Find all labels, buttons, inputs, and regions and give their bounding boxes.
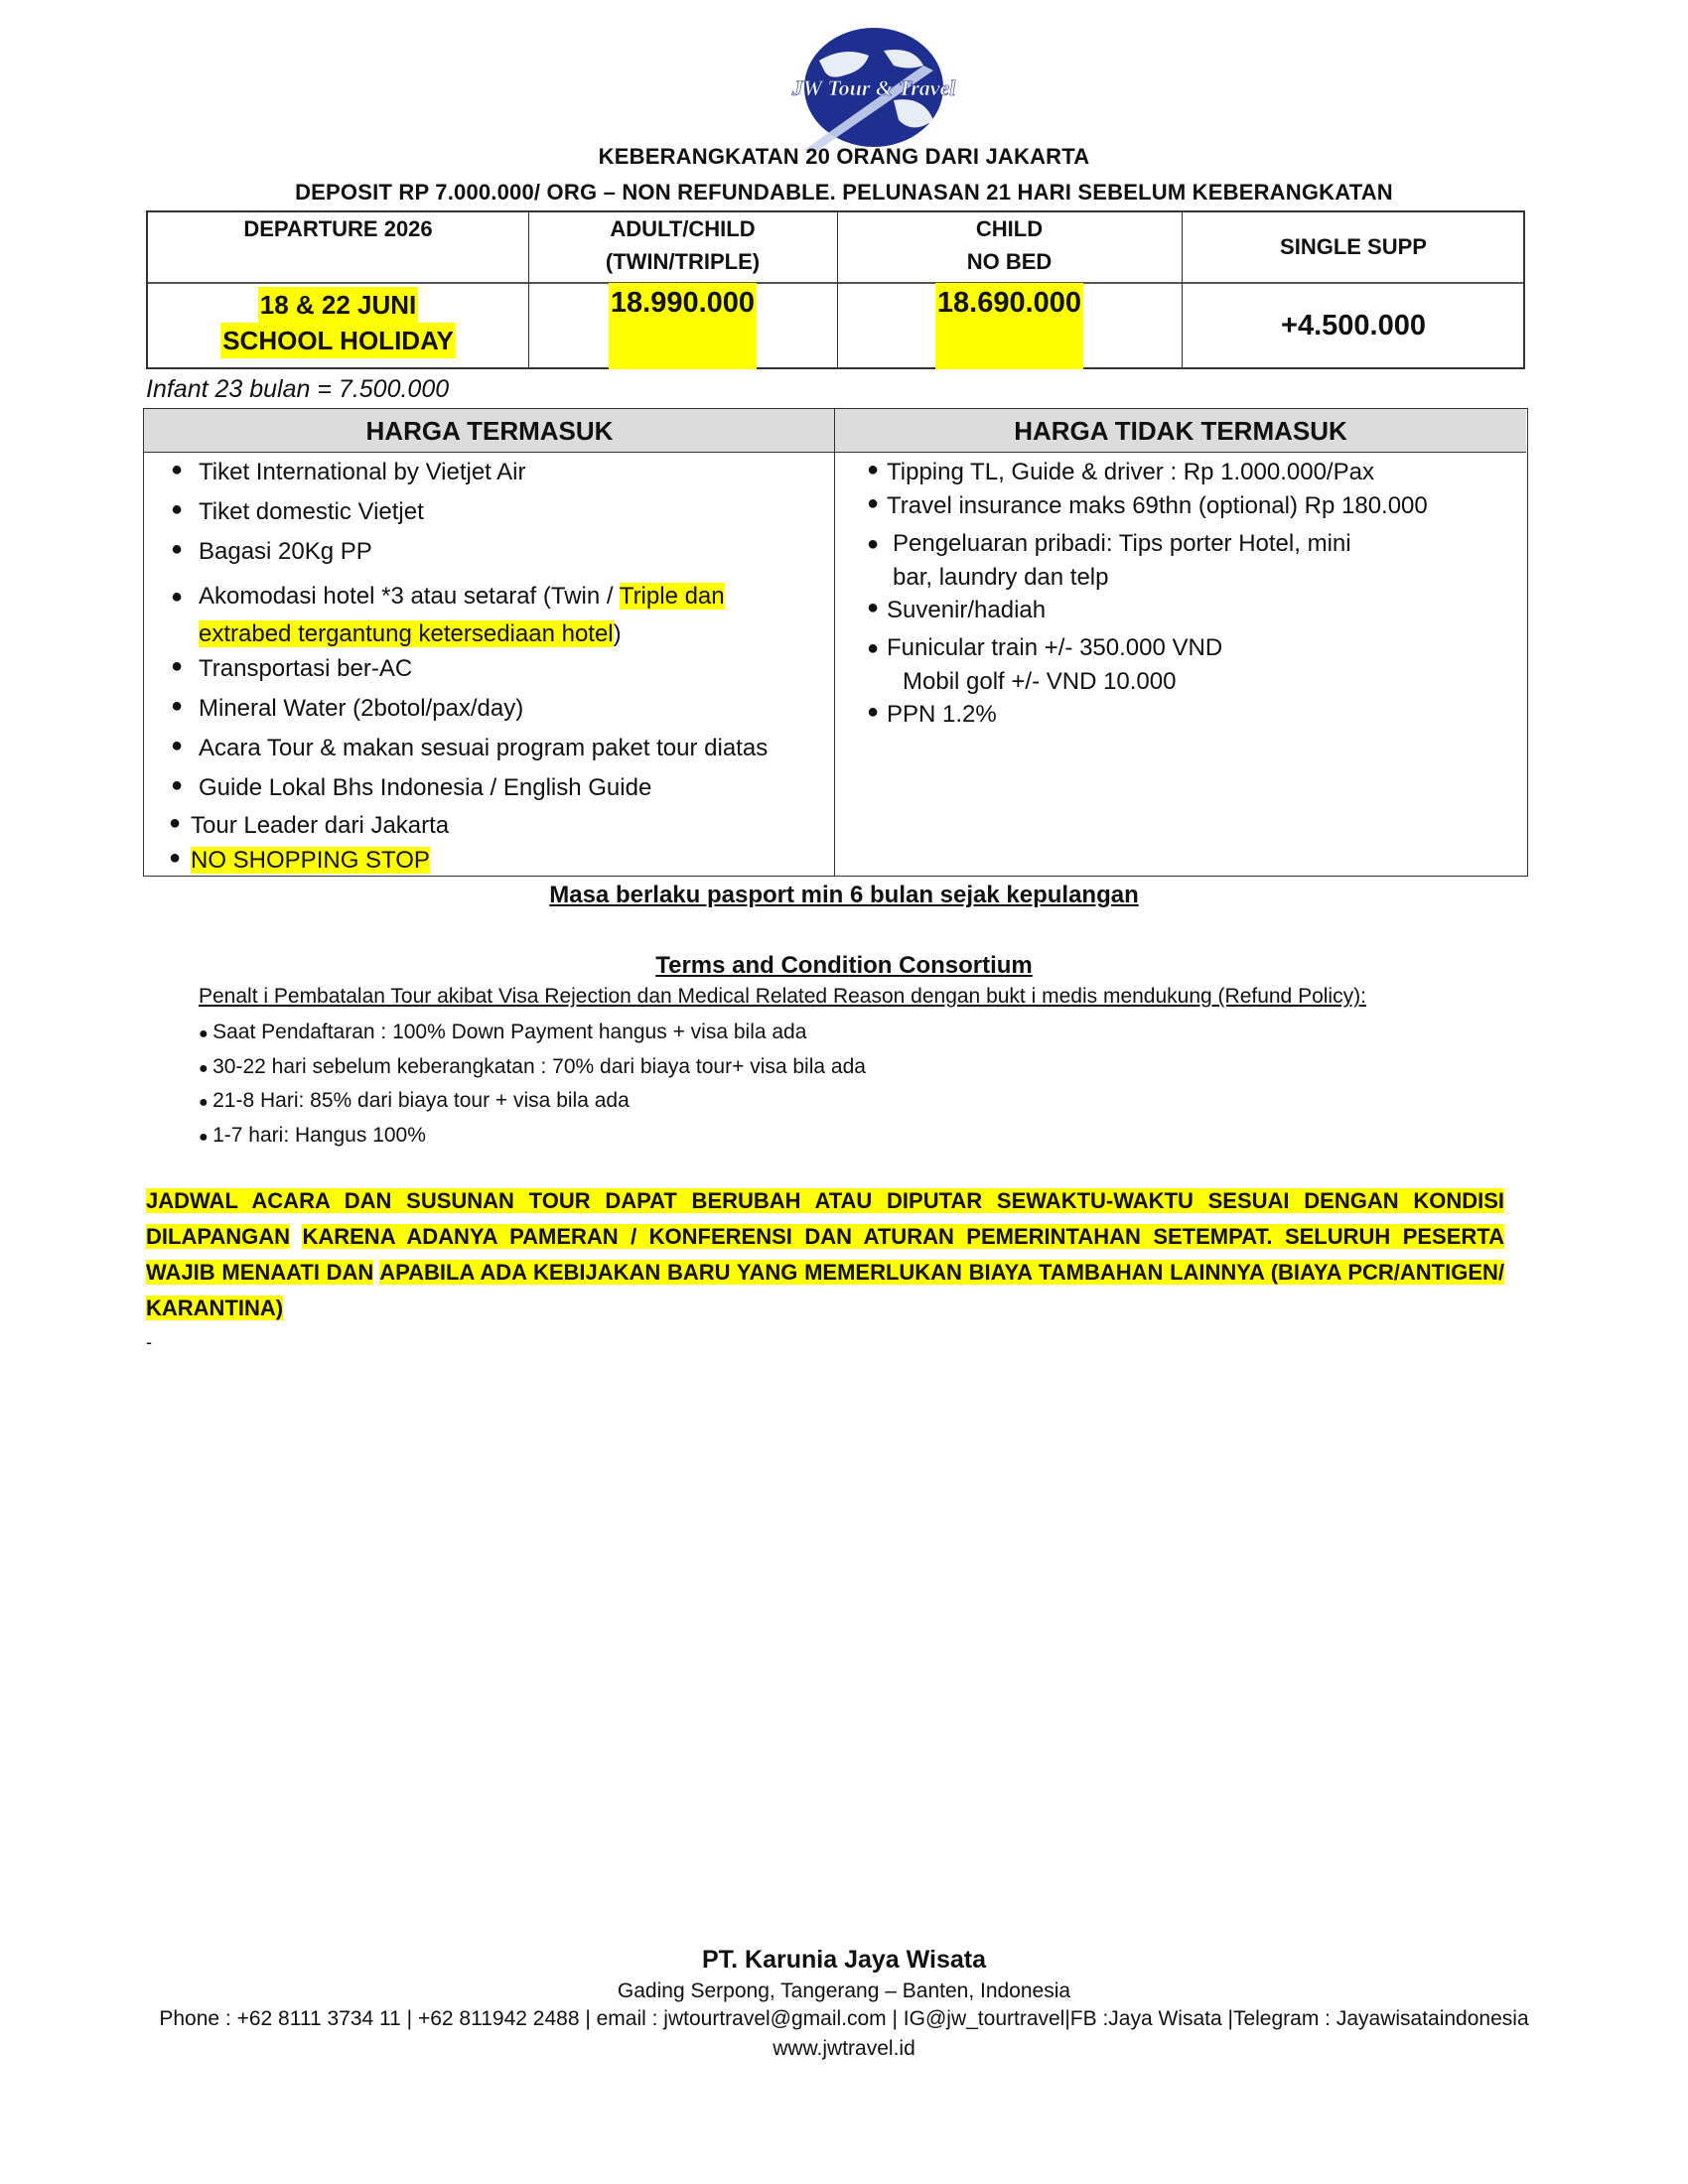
footer-contact: Phone : +62 8111 3734 11 | +62 811942 2488 | email : jwtourtravel@gmail.com | IG@jw_tourtravel|FB :Jaya Wisata |Telegram : Jayawisataindonesia xyxy=(159,2007,1529,2030)
globe-icon xyxy=(774,26,973,155)
penalty-list xyxy=(199,1021,866,1158)
schedule-change-notice: JADWAL ACARA DAN SUSUNAN TOUR DAPAT BERUBAH ATAU DIPUTAR SEWAKTU-WAKTU SESUAI DENGAN KONDISI DILAPANGAN KARENA ADANYA PAMERAN / KONFERENSI DAN ATURAN PEMERINTAHAN SETEMPAT. SELURUH PESERTA WAJIB MENAATI DAN APABILA ADA KEBIJAKAN BARU YANG MEMERLUKAN BIAYA TAMBAHAN LAINNYA (BIAYA PCR/ANTIGEN/ KARANTINA) xyxy=(146,1188,1505,1320)
list-item: ● 30-22 hari sebelum keberangkatan : 70% dari biaya tour+ visa bila ada xyxy=(199,1054,866,1078)
excluded-header: HARGA TIDAK TERMASUK xyxy=(835,409,1526,453)
list-item: ● Tipping TL, Guide & driver : Rp 1.000.000/Pax xyxy=(867,459,1374,485)
list-item: ● NO SHOPPING STOP xyxy=(169,847,430,874)
list-item: ● Akomodasi hotel *3 atau setaraf (Twin / Triple dan extrabed tergantung ketersediaan hotel) xyxy=(171,583,725,647)
list-item: ● Guide Lokal Bhs Indonesia / English Guide xyxy=(171,774,652,801)
list-item: ● Tour Leader dari Jakarta xyxy=(169,812,450,839)
header-departure: DEPARTURE 2026 xyxy=(243,216,433,241)
list-item: ● 1-7 hari: Hangus 100% xyxy=(199,1123,426,1147)
company-logo xyxy=(774,26,973,155)
list-item: ● Bagasi 20Kg PP xyxy=(171,538,372,565)
departure-title: KEBERANGKATAN 20 ORANG DARI JAKARTA xyxy=(598,144,1090,169)
departure-dates: 18 & 22 JUNI SCHOOL HOLIDAY xyxy=(148,283,528,373)
deposit-note: DEPOSIT RP 7.000.000/ ORG – NON REFUNDABLE. PELUNASAN 21 HARI SEBELUM KEBERANGKATAN xyxy=(295,180,1393,205)
penalty-intro: Penalt i Pembatalan Tour akibat Visa Rejection dan Medical Related Reason dengan bukt i medis mendukung (Refund Policy): xyxy=(199,985,1366,1008)
list-item: ● Tiket International by Vietjet Air xyxy=(171,459,526,485)
excluded-list xyxy=(867,459,1512,736)
terms-title: Terms and Condition Consortium xyxy=(655,952,1033,979)
list-item: ● Acara Tour & makan sesuai program paket tour diatas xyxy=(171,735,769,761)
list-item: ● Tiket domestic Vietjet xyxy=(171,498,424,525)
footer-address: Gading Serpong, Tangerang – Banten, Indonesia xyxy=(617,1979,1071,2002)
footer-company: PT. Karunia Jaya Wisata xyxy=(701,1946,986,1974)
price-table xyxy=(146,210,1525,369)
footer-website[interactable]: www.jwtravel.id xyxy=(773,2037,915,2060)
svg-text:JW Tour & Travel: JW Tour & Travel xyxy=(791,75,956,100)
list-item: ● Travel insurance maks 69thn (optional) Rp 180.000 xyxy=(867,492,1428,519)
adult-child-price: 18.990.000 xyxy=(528,283,837,369)
included-list xyxy=(169,459,824,882)
infant-note: Infant 23 bulan = 7.500.000 xyxy=(146,375,450,403)
list-item: ● Saat Pendaftaran : 100% Down Payment hangus + visa bila ada xyxy=(199,1021,807,1043)
list-item: ● Suvenir/hadiah xyxy=(867,597,1047,623)
inclusions-table xyxy=(143,408,1528,877)
list-item: ● 21-8 Hari: 85% dari biaya tour + visa bila ada xyxy=(199,1089,630,1112)
list-item: ● Transportasi ber-AC xyxy=(171,655,413,682)
header-single-supp: SINGLE SUPP xyxy=(1280,234,1427,259)
list-item: ● PPN 1.2% xyxy=(867,701,997,728)
included-header: HARGA TERMASUK xyxy=(144,409,835,453)
child-no-bed-price: 18.690.000 xyxy=(837,283,1182,369)
header-adult-child: ADULT/CHILD (TWIN/TRIPLE) xyxy=(605,216,761,274)
header-child-no-bed: CHILD NO BED xyxy=(966,216,1053,274)
single-supp-price: +4.500.000 xyxy=(1281,310,1426,341)
list-item: ● Funicular train +/- 350.000 VND Mobil golf +/- VND 10.000 xyxy=(867,634,1223,695)
passport-note: Masa berlaku pasport min 6 bulan sejak kepulangan xyxy=(549,882,1139,908)
dash: - xyxy=(146,1332,152,1352)
list-item: ● Pengeluaran pribadi: Tips porter Hotel, mini bar, laundry dan telp xyxy=(867,530,1351,591)
list-item: ● Mineral Water (2botol/pax/day) xyxy=(171,695,524,722)
